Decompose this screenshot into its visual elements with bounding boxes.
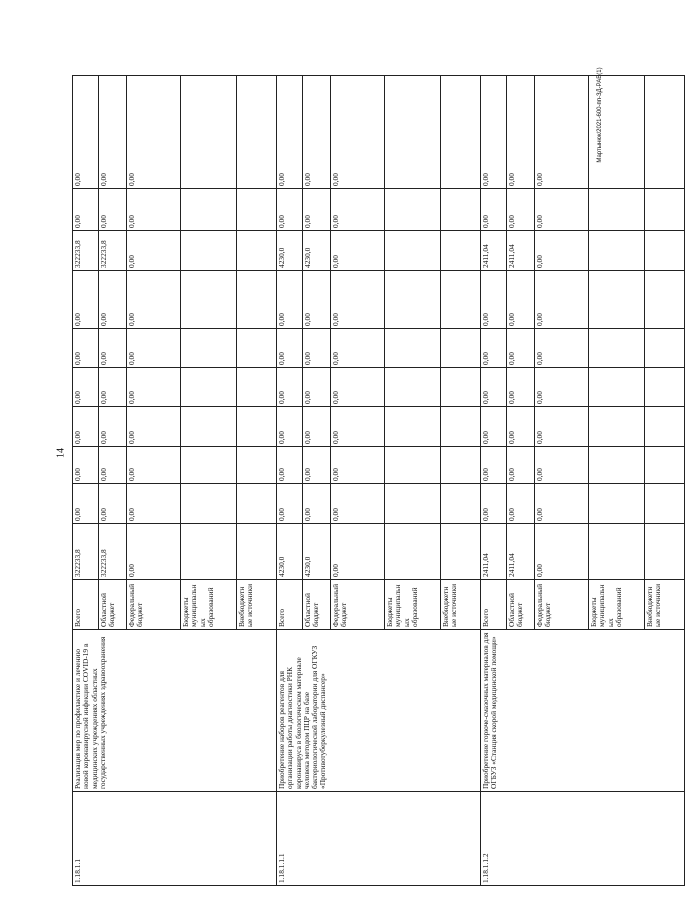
- amount-cell: [589, 271, 645, 329]
- funding-source: Внебюджетные источники: [441, 580, 481, 630]
- amount-cell: 0,00: [481, 484, 507, 524]
- amount-cell: [589, 447, 645, 484]
- amount-cell: [237, 189, 277, 231]
- funding-source: Всего: [277, 580, 303, 630]
- amount-cell: 0,00: [303, 189, 331, 231]
- amount-cell: 0,00: [535, 407, 589, 447]
- amount-cell: [181, 524, 237, 580]
- amount-cell: [589, 407, 645, 447]
- item-code: 1.18.1.1.2: [481, 792, 685, 886]
- amount-cell: 0,00: [303, 271, 331, 329]
- funding-source: Бюджеты муниципальных образований: [181, 580, 237, 630]
- amount-cell: 0,00: [303, 484, 331, 524]
- budget-table: [72, 75, 685, 886]
- amount-cell: 0,00: [481, 76, 507, 189]
- funding-source: Бюджеты муниципальных образований: [385, 580, 441, 630]
- amount-cell: 0,00: [127, 407, 181, 447]
- item-code: 1.18.1.1.1: [277, 792, 481, 886]
- amount-cell: 0,00: [331, 368, 385, 407]
- item-name: Приобретение наборов реагентов для организации работы диагностики РНК коронавируса в биологическом материале человека методом ПЦР на базе бактериологической лаборатории для ОГКУЗ «Противотуберкулезный диспансер»: [277, 630, 481, 792]
- amount-cell: 0,00: [73, 271, 99, 329]
- amount-cell: 0,00: [507, 447, 535, 484]
- amount-cell: 0,00: [73, 447, 99, 484]
- amount-cell: 0,00: [331, 231, 385, 271]
- amount-cell: 0,00: [535, 447, 589, 484]
- amount-cell: [385, 524, 441, 580]
- amount-cell: 2411,04: [481, 524, 507, 580]
- amount-cell: [181, 76, 237, 189]
- funding-source: Федеральный бюджет: [127, 580, 181, 630]
- funding-source: Федеральный бюджет: [331, 580, 385, 630]
- amount-cell: 2411,04: [481, 231, 507, 271]
- amount-cell: 0,00: [331, 271, 385, 329]
- amount-cell: 2411,04: [507, 231, 535, 271]
- amount-cell: [645, 231, 685, 271]
- amount-cell: [645, 76, 685, 189]
- amount-cell: 0,00: [127, 231, 181, 271]
- amount-cell: 322233,8: [73, 524, 99, 580]
- table-row: [277, 76, 303, 886]
- funding-source: Внебюджетные источники: [645, 580, 685, 630]
- amount-cell: [385, 447, 441, 484]
- amount-cell: 0,00: [481, 447, 507, 484]
- amount-cell: [589, 524, 645, 580]
- amount-cell: [645, 271, 685, 329]
- amount-cell: 322233,8: [99, 524, 127, 580]
- amount-cell: 0,00: [73, 368, 99, 407]
- amount-cell: 0,00: [481, 271, 507, 329]
- amount-cell: [441, 76, 481, 189]
- amount-cell: [237, 484, 277, 524]
- amount-cell: [645, 407, 685, 447]
- amount-cell: [441, 407, 481, 447]
- amount-cell: [589, 368, 645, 407]
- amount-cell: [237, 447, 277, 484]
- amount-cell: 0,00: [481, 368, 507, 407]
- amount-cell: 0,00: [99, 189, 127, 231]
- amount-cell: 0,00: [331, 76, 385, 189]
- amount-cell: [645, 484, 685, 524]
- amount-cell: [441, 329, 481, 368]
- amount-cell: [181, 447, 237, 484]
- amount-cell: [181, 271, 237, 329]
- amount-cell: 0,00: [507, 189, 535, 231]
- amount-cell: 0,00: [535, 368, 589, 407]
- amount-cell: [385, 407, 441, 447]
- funding-source: Бюджеты муниципальных образований: [589, 580, 645, 630]
- amount-cell: [181, 329, 237, 368]
- amount-cell: 0,00: [127, 368, 181, 407]
- amount-cell: [237, 231, 277, 271]
- amount-cell: 0,00: [535, 76, 589, 189]
- amount-cell: [385, 368, 441, 407]
- amount-cell: 0,00: [331, 329, 385, 368]
- amount-cell: 0,00: [303, 447, 331, 484]
- amount-cell: 0,00: [73, 189, 99, 231]
- amount-cell: 0,00: [99, 329, 127, 368]
- amount-cell: 0,00: [127, 76, 181, 189]
- amount-cell: [385, 76, 441, 189]
- amount-cell: [589, 329, 645, 368]
- amount-cell: 0,00: [277, 329, 303, 368]
- amount-cell: 0,00: [127, 524, 181, 580]
- amount-cell: 0,00: [535, 524, 589, 580]
- amount-cell: 0,00: [303, 407, 331, 447]
- amount-cell: 0,00: [277, 189, 303, 231]
- amount-cell: 4230,0: [277, 524, 303, 580]
- item-name: Приобретение горюче-смазочных материалов для ОГБУЗ «Станция скорой медицинской помощи»: [481, 630, 685, 792]
- amount-cell: [385, 484, 441, 524]
- amount-cell: [441, 447, 481, 484]
- amount-cell: 0,00: [277, 368, 303, 407]
- amount-cell: 0,00: [127, 329, 181, 368]
- amount-cell: [181, 368, 237, 407]
- amount-cell: 0,00: [99, 271, 127, 329]
- amount-cell: 0,00: [507, 484, 535, 524]
- amount-cell: 322233,8: [73, 231, 99, 271]
- amount-cell: [589, 189, 645, 231]
- amount-cell: 0,00: [331, 407, 385, 447]
- amount-cell: [441, 368, 481, 407]
- amount-cell: 0,00: [127, 189, 181, 231]
- amount-cell: 0,00: [73, 76, 99, 189]
- table-row: [73, 76, 99, 886]
- amount-cell: [385, 189, 441, 231]
- document-reference: Мартынюк/2021-600-пп-ЗД-РАВ(1): [597, 67, 603, 163]
- amount-cell: 0,00: [99, 447, 127, 484]
- amount-cell: [645, 329, 685, 368]
- amount-cell: [237, 76, 277, 189]
- amount-cell: 0,00: [303, 76, 331, 189]
- amount-cell: 2411,04: [507, 524, 535, 580]
- amount-cell: [441, 484, 481, 524]
- amount-cell: 0,00: [73, 329, 99, 368]
- amount-cell: [441, 271, 481, 329]
- amount-cell: [645, 524, 685, 580]
- amount-cell: [181, 189, 237, 231]
- amount-cell: 0,00: [99, 76, 127, 189]
- amount-cell: 0,00: [331, 524, 385, 580]
- page-number: 14: [55, 448, 67, 458]
- amount-cell: [441, 189, 481, 231]
- amount-cell: [385, 329, 441, 368]
- amount-cell: 0,00: [73, 407, 99, 447]
- amount-cell: 0,00: [535, 231, 589, 271]
- funding-source: Внебюджетные источники: [237, 580, 277, 630]
- amount-cell: [237, 329, 277, 368]
- amount-cell: 0,00: [535, 329, 589, 368]
- amount-cell: 0,00: [507, 76, 535, 189]
- amount-cell: [645, 189, 685, 231]
- amount-cell: 0,00: [127, 271, 181, 329]
- funding-source: Федеральный бюджет: [535, 580, 589, 630]
- amount-cell: [237, 368, 277, 407]
- amount-cell: 0,00: [99, 407, 127, 447]
- amount-cell: 0,00: [507, 271, 535, 329]
- amount-cell: [589, 76, 645, 189]
- amount-cell: 0,00: [535, 189, 589, 231]
- table-body: [73, 76, 685, 886]
- amount-cell: [385, 231, 441, 271]
- funding-source: Областной бюджет: [99, 580, 127, 630]
- funding-source: Всего: [481, 580, 507, 630]
- amount-cell: 4230,0: [303, 524, 331, 580]
- table-row: [481, 76, 507, 886]
- amount-cell: 0,00: [99, 484, 127, 524]
- amount-cell: 0,00: [507, 407, 535, 447]
- funding-source: Всего: [73, 580, 99, 630]
- amount-cell: 4230,0: [303, 231, 331, 271]
- amount-cell: 322233,8: [99, 231, 127, 271]
- amount-cell: [385, 271, 441, 329]
- amount-cell: 0,00: [303, 329, 331, 368]
- item-code: 1.18.1.1: [73, 792, 277, 886]
- amount-cell: [237, 271, 277, 329]
- amount-cell: 0,00: [277, 407, 303, 447]
- amount-cell: [589, 484, 645, 524]
- amount-cell: [589, 231, 645, 271]
- amount-cell: [441, 524, 481, 580]
- amount-cell: 0,00: [507, 368, 535, 407]
- amount-cell: 0,00: [127, 484, 181, 524]
- amount-cell: [441, 231, 481, 271]
- amount-cell: [181, 484, 237, 524]
- amount-cell: 0,00: [481, 407, 507, 447]
- funding-source: Областной бюджет: [507, 580, 535, 630]
- amount-cell: [645, 447, 685, 484]
- amount-cell: 0,00: [73, 484, 99, 524]
- amount-cell: 0,00: [99, 368, 127, 407]
- amount-cell: 0,00: [277, 76, 303, 189]
- amount-cell: 0,00: [331, 189, 385, 231]
- amount-cell: 0,00: [277, 271, 303, 329]
- amount-cell: 0,00: [303, 368, 331, 407]
- amount-cell: 0,00: [535, 271, 589, 329]
- amount-cell: 0,00: [127, 447, 181, 484]
- item-name: Реализация мер по профилактике и лечению новой коронавирусной инфекции COVID-19 в медицинских учреждениях областных государственных учреждениях здравоохранения: [73, 630, 277, 792]
- amount-cell: [645, 368, 685, 407]
- amount-cell: 0,00: [277, 484, 303, 524]
- amount-cell: 0,00: [331, 484, 385, 524]
- amount-cell: 0,00: [507, 329, 535, 368]
- amount-cell: 0,00: [331, 447, 385, 484]
- amount-cell: [181, 231, 237, 271]
- amount-cell: 0,00: [535, 484, 589, 524]
- amount-cell: [237, 407, 277, 447]
- funding-source: Областной бюджет: [303, 580, 331, 630]
- amount-cell: 0,00: [481, 189, 507, 231]
- amount-cell: 0,00: [277, 447, 303, 484]
- amount-cell: 0,00: [481, 329, 507, 368]
- amount-cell: 4230,0: [277, 231, 303, 271]
- amount-cell: [237, 524, 277, 580]
- amount-cell: [181, 407, 237, 447]
